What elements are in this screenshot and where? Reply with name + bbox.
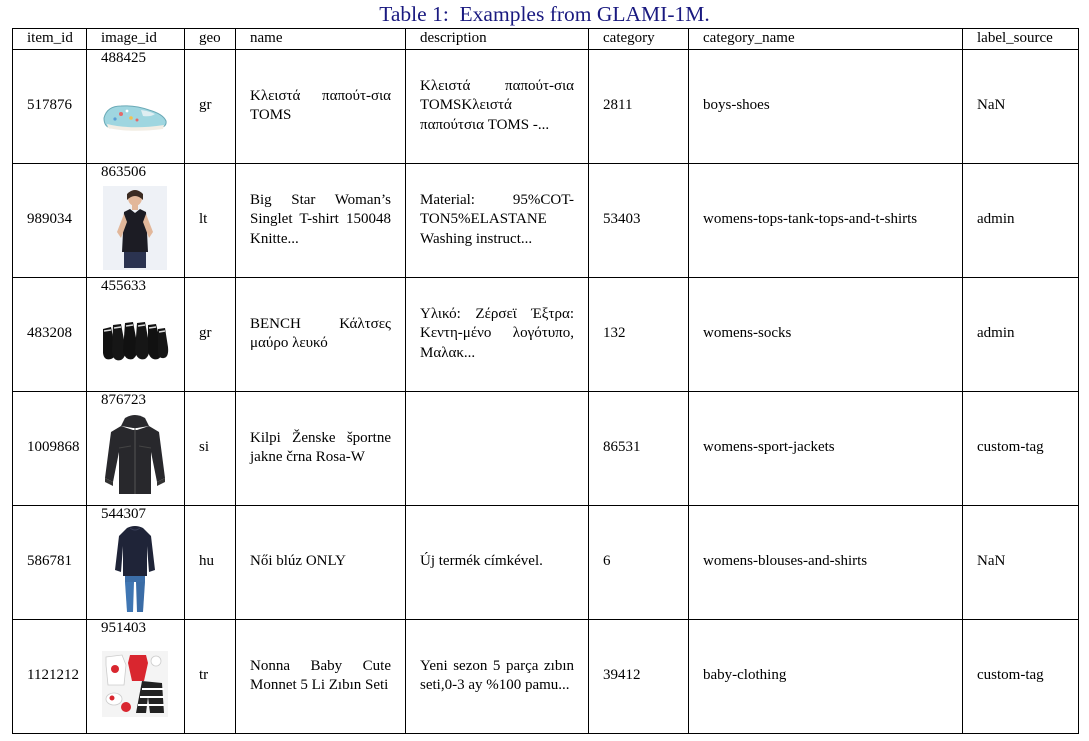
- image-id: 488425: [101, 49, 146, 66]
- description-cell: Material: 95%COT-TON5%ELASTANE Washing instruct...: [406, 163, 589, 277]
- table-row: [13, 277, 1079, 391]
- col-header-image-id: image_id: [87, 29, 185, 50]
- examples-table: [12, 28, 1079, 734]
- description-cell: Yeni sezon 5 parça zıbın seti,0-3 ay %100 pamu...: [406, 619, 589, 733]
- description-cell: Κλειστά παπούτ-σια TOMSΚλειστά παπούτσια TOMS -...: [406, 49, 589, 163]
- name-cell: Kilpi Ženske športne jakne črna Rosa-W: [236, 391, 406, 505]
- table-row: [13, 619, 1079, 733]
- shoe-icon: [101, 70, 169, 158]
- geo-cell: si: [185, 391, 236, 505]
- image-cell: [87, 619, 185, 733]
- category-cell: 39412: [589, 619, 689, 733]
- description-cell: Υλικό: Ζέρσεϊ Έξτρα: Κεντη-μένο λογότυπο, Μαλακ...: [406, 277, 589, 391]
- image-id: 544307: [101, 505, 146, 522]
- image-cell: [87, 505, 185, 619]
- image-cell: [87, 391, 185, 505]
- label-source-cell: custom-tag: [963, 619, 1079, 733]
- table-row: [13, 49, 1079, 163]
- image-id: 455633: [101, 277, 146, 294]
- item-id-cell: 483208: [13, 277, 87, 391]
- socks-icon: [101, 298, 169, 386]
- image-cell: [87, 277, 185, 391]
- blouse-icon: [101, 526, 169, 614]
- name-cell: Nonna Baby Cute Monnet 5 Li Zıbın Seti: [236, 619, 406, 733]
- table-row: [13, 505, 1079, 619]
- col-header-name: name: [236, 29, 406, 50]
- item-id-cell: 586781: [13, 505, 87, 619]
- name-cell: Big Star Woman’s Singlet T-shirt 150048 Knitte...: [236, 163, 406, 277]
- geo-cell: gr: [185, 277, 236, 391]
- image-cell: [87, 49, 185, 163]
- label-source-cell: admin: [963, 277, 1079, 391]
- singlet-icon: [101, 184, 169, 272]
- header-row: [13, 29, 1079, 50]
- image-id: 863506: [101, 163, 146, 180]
- category-cell: 2811: [589, 49, 689, 163]
- category-cell: 132: [589, 277, 689, 391]
- category-name-cell: womens-tops-tank-tops-and-t-shirts: [689, 163, 963, 277]
- col-header-category-name: category_name: [689, 29, 963, 50]
- name-cell: Κλειστά παπούτ-σια TOMS: [236, 49, 406, 163]
- jacket-icon: [101, 412, 169, 500]
- item-id-cell: 989034: [13, 163, 87, 277]
- geo-cell: hu: [185, 505, 236, 619]
- item-id-cell: 1009868: [13, 391, 87, 505]
- category-name-cell: womens-blouses-and-shirts: [689, 505, 963, 619]
- label-source-cell: NaN: [963, 505, 1079, 619]
- item-id-cell: 1121212: [13, 619, 87, 733]
- image-cell: [87, 163, 185, 277]
- name-cell: Női blúz ONLY: [236, 505, 406, 619]
- category-name-cell: boys-shoes: [689, 49, 963, 163]
- geo-cell: tr: [185, 619, 236, 733]
- table-caption: Table 1: Examples from GLAMI-1M.: [379, 2, 710, 26]
- label-source-cell: NaN: [963, 49, 1079, 163]
- geo-cell: gr: [185, 49, 236, 163]
- category-name-cell: womens-sport-jackets: [689, 391, 963, 505]
- table-row: [13, 163, 1079, 277]
- name-cell: BENCH Κάλτσες μαύρο λευκό: [236, 277, 406, 391]
- table-row: [13, 391, 1079, 505]
- col-header-geo: geo: [185, 29, 236, 50]
- item-id-cell: 517876: [13, 49, 87, 163]
- image-id: 876723: [101, 391, 146, 408]
- description-cell: [406, 391, 589, 505]
- category-cell: 53403: [589, 163, 689, 277]
- category-name-cell: baby-clothing: [689, 619, 963, 733]
- col-header-category: category: [589, 29, 689, 50]
- description-cell: Új termék címkével.: [406, 505, 589, 619]
- col-header-description: description: [406, 29, 589, 50]
- image-id: 951403: [101, 619, 146, 636]
- category-cell: 86531: [589, 391, 689, 505]
- label-source-cell: custom-tag: [963, 391, 1079, 505]
- col-header-label-source: label_source: [963, 29, 1079, 50]
- geo-cell: lt: [185, 163, 236, 277]
- baby-clothing-icon: [101, 640, 169, 728]
- col-header-item-id: item_id: [13, 29, 87, 50]
- category-cell: 6: [589, 505, 689, 619]
- category-name-cell: womens-socks: [689, 277, 963, 391]
- label-source-cell: admin: [963, 163, 1079, 277]
